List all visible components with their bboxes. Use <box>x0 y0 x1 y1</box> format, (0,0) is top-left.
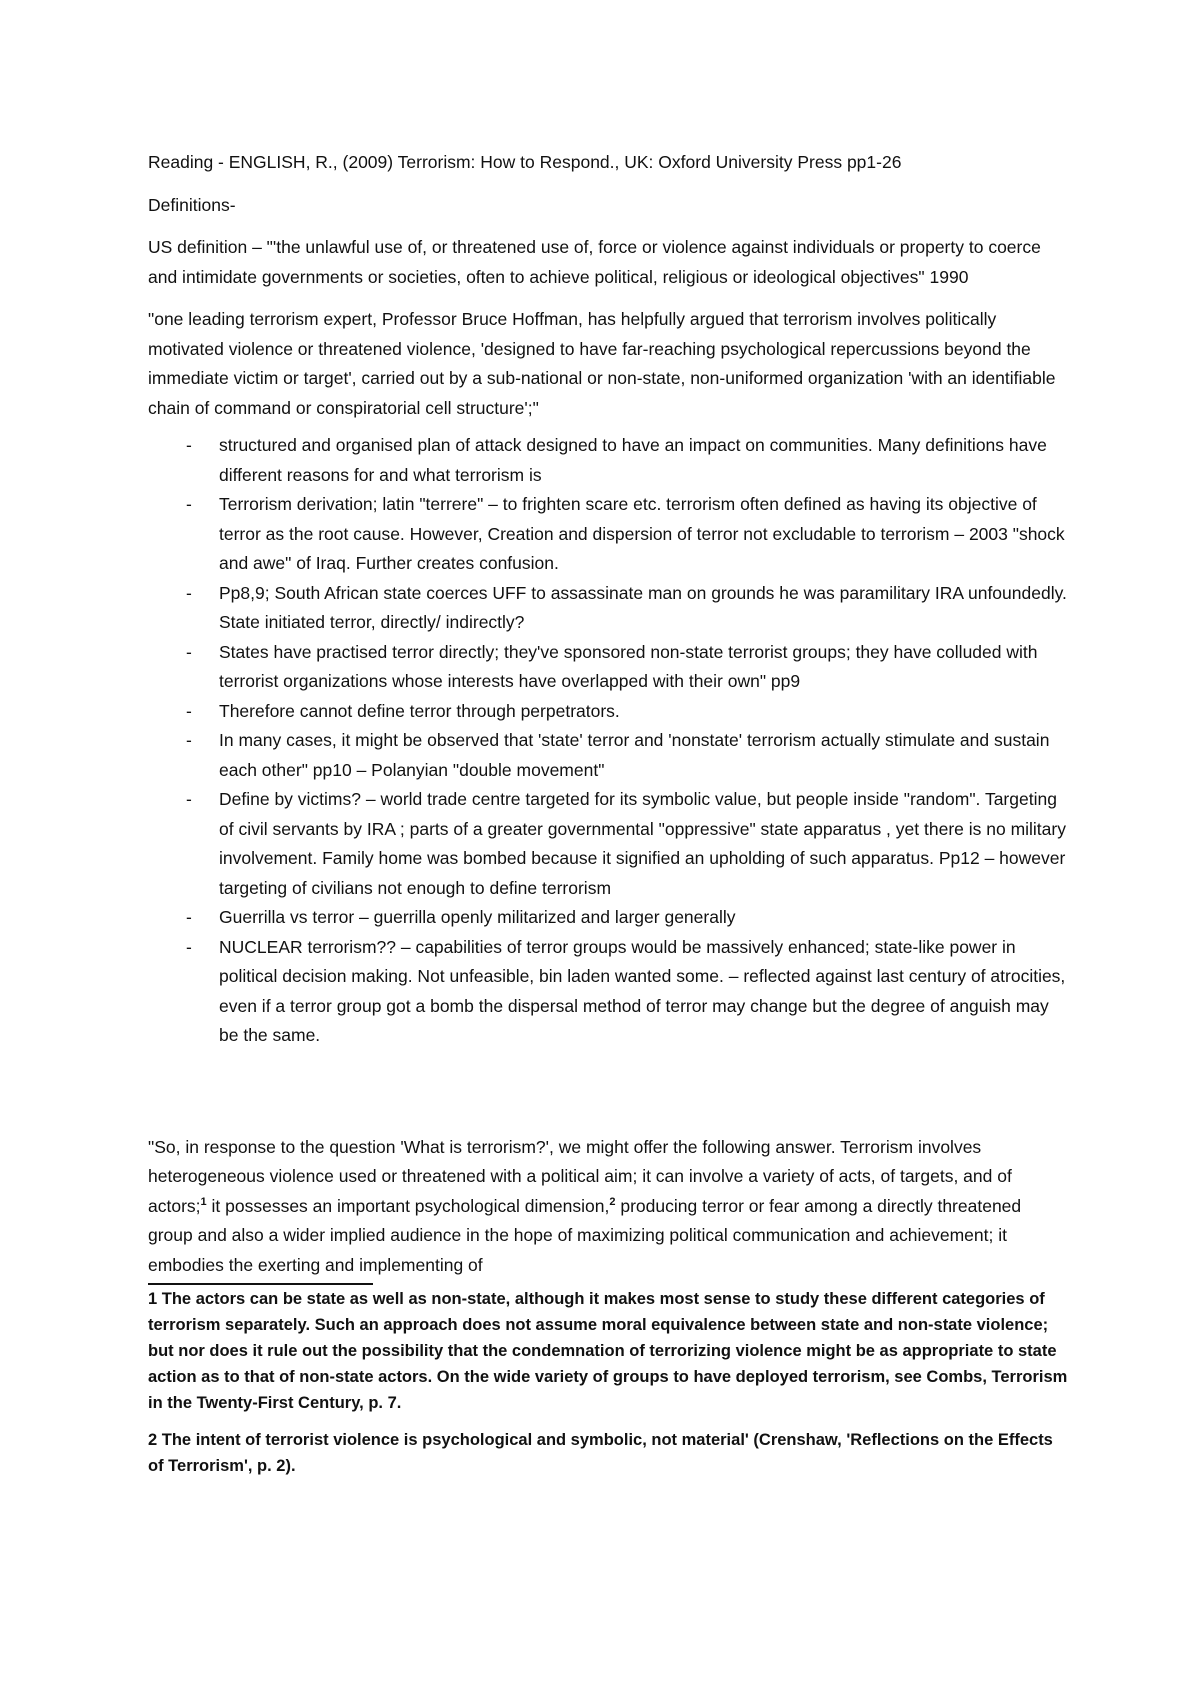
document-content <box>148 148 1068 1479</box>
list-item-text: structured and organised plan of attack designed to have an impact on communities. Many definitions have different reasons for and what terrorism is <box>219 435 1047 485</box>
bullet-dash: - <box>186 700 192 721</box>
bullet-dash: - <box>186 936 192 957</box>
list-item-text: Pp8,9; South African state coerces UFF to assassinate man on grounds he was paramilitary IRA unfoundedly. State initiated terror, directly/ indirectly? <box>219 582 1067 632</box>
list-item <box>148 903 1068 933</box>
list-item-text: States have practised terror directly; they've sponsored non-state terrorist groups; they have colluded with terrorist organizations whose interests have overlapped with their own" pp9 <box>219 641 1038 691</box>
footnote-2 <box>148 1427 1068 1479</box>
list-item-text: NUCLEAR terrorism?? – capabilities of terror groups would be massively enhanced; state-like power in political decision making. Not unfeasible, bin laden wanted some. – reflected against last century of atrocities, even if a terror group got a bomb the dispersal method of terror may change but the degree of anguish may be the same. <box>219 936 1066 1045</box>
bullet-dash: - <box>186 494 192 514</box>
bullet-dash: - <box>186 582 192 603</box>
list-item-text: Define by victims? – world trade centre targeted for its symbolic value, but people inside "random". Targeting of civil servants by IRA ; parts of a greater governmental "oppressive" state apparatus , yet there is no military involvement. Family home was bombed because it signified an upholding of such apparatus. Pp12 – however targeting of civilians not enough to define terrorism <box>219 789 1066 898</box>
answer-text-part-1: "So, in response to the question 'What is terrorism?', we might offer the following answer. Terrorism involves heterogeneous violence used or threatened with a political aim; it can involve a variety of acts, of targets, and of actors; <box>148 1136 1012 1216</box>
footnote-separator <box>148 1283 373 1285</box>
footnote-ref-2: 2 <box>609 1195 616 1208</box>
answer-text-part-3: producing terror or fear among a directly threatened group and also a wider implied audience in the hope of maximizing political communication and achievement; it embodies the exerting and implementing of <box>148 1195 1022 1275</box>
hoffman-quote-paragraph: "one leading terrorism expert, Professor Bruce Hoffman, has helpfully argued that terrorism involves politically motivated violence or threatened violence, 'designed to have far-reaching psychological repercussions beyond the immediate victim or target', carried out by a sub-national or non-state, non-uniformed organization 'with an identifiable chain of command or conspiratorial cell structure';" <box>148 309 1056 418</box>
list-item <box>148 697 1068 727</box>
list-item <box>148 785 1068 903</box>
list-item-text: Guerrilla vs terror – guerrilla openly militarized and larger generally <box>219 907 736 927</box>
bullet-dash: - <box>186 730 192 750</box>
footnote-ref-1: 1 <box>200 1195 207 1208</box>
list-item <box>148 638 1068 697</box>
list-item <box>148 490 1068 579</box>
list-item-text: In many cases, it might be observed that 'state' terror and 'nonstate' terrorism actually stimulate and sustain each other" pp10 – Polanyian "double movement" <box>219 730 1050 780</box>
list-item <box>148 933 1068 1051</box>
bullet-dash: - <box>186 907 192 927</box>
definitions-heading: Definitions- <box>148 194 236 215</box>
answer-paragraph <box>148 1133 1068 1281</box>
footnote-text: The actors can be state as well as non-state, although it makes most sense to study these different categories of terrorism separately. Such an approach does not assume moral equivalence between state and non-state violence; but nor does it rule out the possibility that the condemnation of terrorizing violence might be as appropriate to state action as to that of non-state actors. On the wide variety of groups to have deployed terrorism, see Combs, Terrorism in the Twenty-First Century, p. 7. <box>148 1290 1068 1412</box>
reading-reference: Reading - ENGLISH, R., (2009) Terrorism: How to Respond., UK: Oxford University Press pp1-26 <box>148 152 902 172</box>
list-item <box>148 579 1068 638</box>
list-item <box>148 726 1068 785</box>
bullet-dash: - <box>186 641 192 662</box>
answer-text-part-2: it possesses an important psychological dimension, <box>206 1195 610 1216</box>
us-definition-paragraph: US definition – "'the unlawful use of, or threatened use of, force or violence against individuals or property to coerce and intimidate governments or societies, often to achieve political, religious or ideological objectives" 1990 <box>148 237 1041 287</box>
bullet-dash: - <box>186 435 192 455</box>
footnote-number: 1 <box>148 1290 158 1308</box>
bullet-dash: - <box>186 789 192 809</box>
footnote-text: The intent of terrorist violence is psychological and symbolic, not material' (Crenshaw, 'Reflections on the Effects of Terrorism', p. 2). <box>148 1431 1053 1475</box>
notes-list <box>148 431 1068 1051</box>
footnote-number: 2 <box>148 1431 158 1449</box>
list-item <box>148 431 1068 490</box>
footnote-1 <box>148 1286 1068 1416</box>
list-item-text: Therefore cannot define terror through perpetrators. <box>219 700 620 721</box>
footnotes <box>148 1286 1068 1479</box>
list-item-text: Terrorism derivation; latin "terrere" – to frighten scare etc. terrorism often defined as having its objective of terror as the root cause. However, Creation and dispersion of terror not excludable to terrorism – 2003 "shock and awe" of Iraq. Further creates confusion. <box>219 494 1065 573</box>
